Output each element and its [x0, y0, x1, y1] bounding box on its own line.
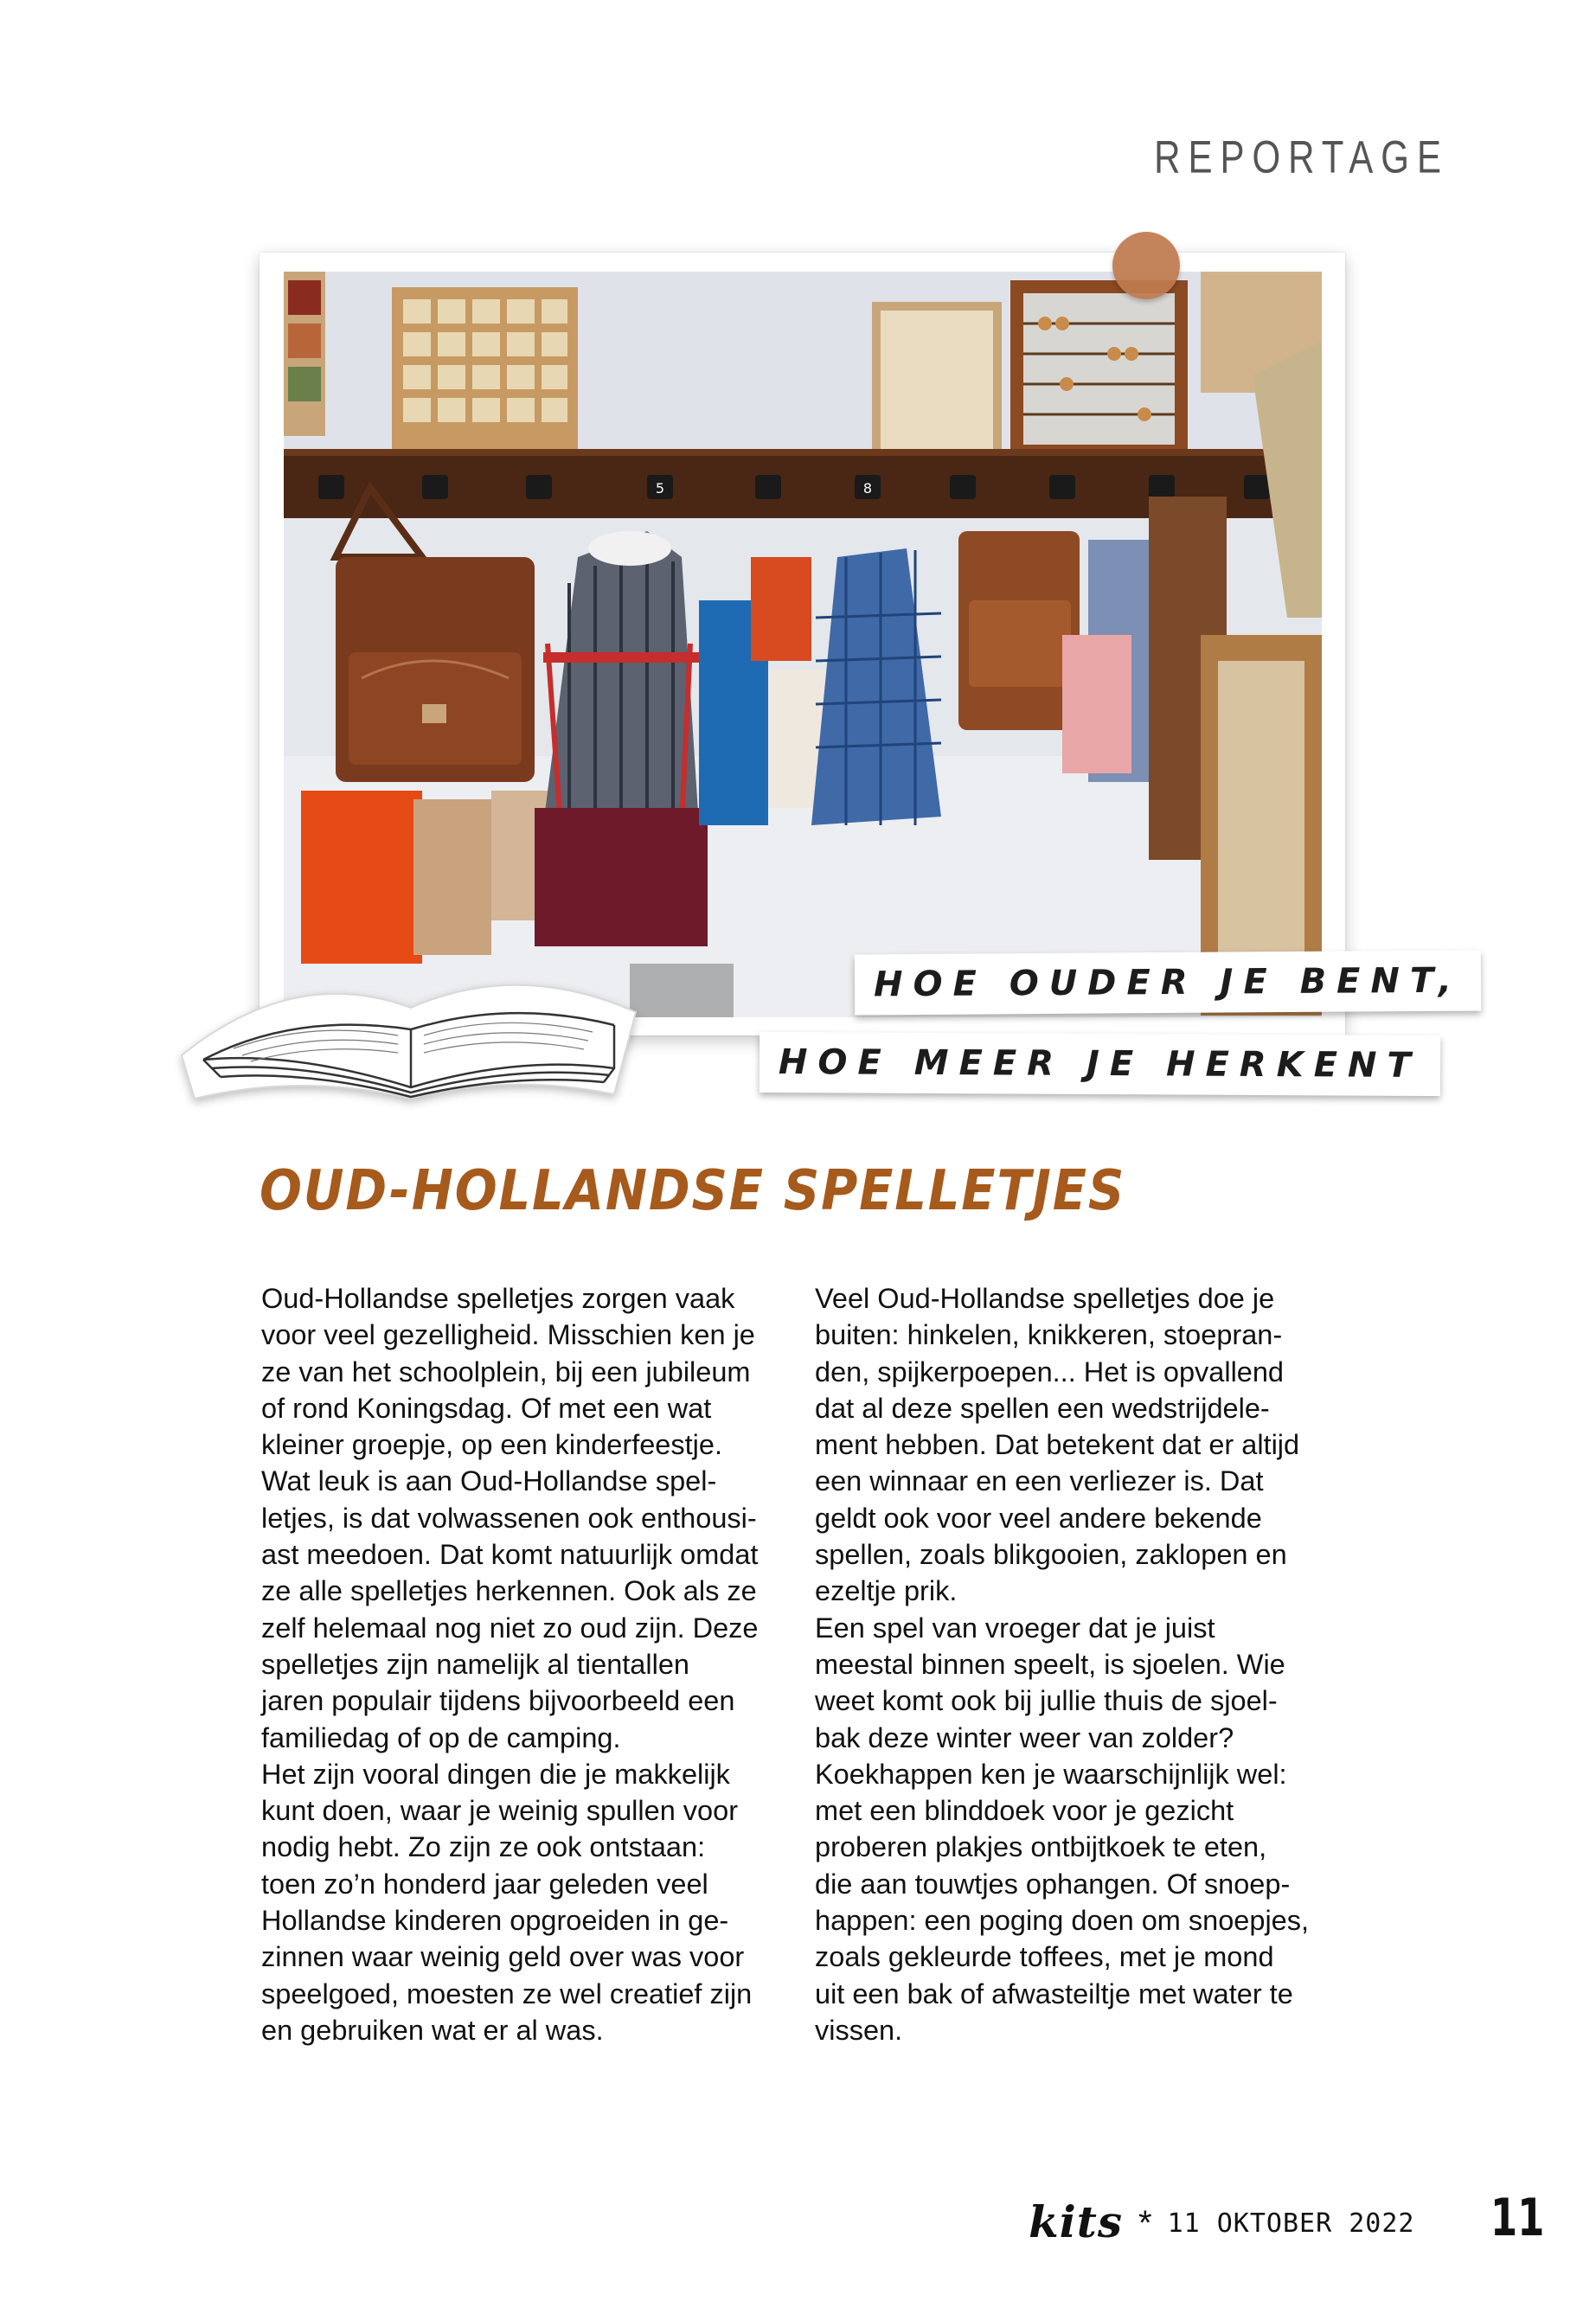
page-footer	[1029, 2188, 1544, 2248]
text-line: proberen plakjes ontbijtkoek te eten,	[815, 1831, 1267, 1863]
separator-star: *	[1138, 2204, 1152, 2242]
text-line: die aan touwtjes ophangen. Of snoep-	[815, 1868, 1291, 1900]
text-line: zinnen waar weinig geld over was voor	[261, 1941, 745, 1973]
text-line: familiedag of op de camping.	[261, 1721, 621, 1753]
article-right-column	[815, 1280, 1351, 2048]
page-number: 11	[1490, 2188, 1544, 2248]
text-line: zoals gekleurde toffees, met je mond	[815, 1941, 1274, 1973]
article-left-column	[261, 1280, 798, 2048]
text-line: meestal binnen speelt, is sjoelen. Wie	[815, 1648, 1285, 1680]
coat-rack-illustration	[284, 272, 1322, 1017]
text-line: Hollandse kinderen opgroeiden in ge-	[261, 1905, 729, 1937]
text-line: Wat leuk is aan Oud-Hollandse spel-	[261, 1465, 717, 1497]
issue-date: 11 OKTOBER 2022	[1167, 2208, 1415, 2239]
hook-number: 8	[862, 480, 873, 497]
text-line: vissen.	[815, 2014, 903, 2046]
text-line: ze van het schoolplein, bij een jubileum	[261, 1356, 751, 1388]
pin-decoration	[1112, 232, 1180, 299]
text-line: kleiner groepje, op een kinderfeestje.	[261, 1429, 722, 1461]
text-line: Oud-Hollandse spelletjes zorgen vaak	[261, 1283, 735, 1314]
text-line: spelletjes zijn namelijk al tientallen	[261, 1648, 689, 1680]
section-label: REPORTAGE	[1154, 131, 1449, 183]
text-line: kunt doen, waar je weinig spullen voor	[261, 1795, 739, 1827]
text-line: geldt ook voor veel andere bekende	[815, 1502, 1262, 1534]
text-line: ment hebben. Dat betekent dat er altijd	[815, 1429, 1300, 1461]
photo	[284, 272, 1322, 1017]
open-book-sticker	[164, 930, 649, 1112]
photo-caption-line-1: HOE OUDER JE BENT,	[855, 950, 1481, 1015]
text-line: ze alle spelletjes herkennen. Ook als ze	[261, 1575, 757, 1607]
text-line: spellen, zoals blikgooien, zaklopen en	[815, 1539, 1287, 1571]
text-line: met een blinddoek voor je gezicht	[815, 1795, 1234, 1827]
text-line: of rond Koningsdag. Of met een wat	[261, 1392, 712, 1424]
text-line: Een spel van vroeger dat je juist	[815, 1612, 1215, 1644]
text-line: bak deze winter weer van zolder?	[815, 1721, 1234, 1753]
text-line: buiten: hinkelen, knikkeren, stoepran-	[815, 1319, 1283, 1351]
text-line: den, spijkerpoepen... Het is opvallend	[815, 1356, 1285, 1388]
text-line: en gebruiken wat er al was.	[261, 2014, 604, 2046]
photo-frame	[260, 253, 1345, 1035]
text-line: uit een bak of afwasteiltje met water te	[815, 1977, 1293, 2009]
text-line: toen zo’n honderd jaar geleden veel	[261, 1868, 708, 1900]
text-line: letjes, is dat volwassenen ook enthousi-	[261, 1502, 757, 1534]
text-line: ezeltje prik.	[815, 1575, 958, 1607]
magazine-brand: kits	[1029, 2196, 1123, 2247]
photo-caption-line-2: HOE MEER JE HERKENT	[760, 1032, 1440, 1096]
hook-number: 5	[655, 480, 665, 497]
text-line: weet komt ook bij jullie thuis de sjoel-	[815, 1685, 1278, 1717]
text-line: zelf helemaal nog niet zo oud zijn. Deze	[261, 1612, 759, 1644]
text-line: Koekhappen ken je waarschijnlijk wel:	[815, 1758, 1287, 1790]
text-line: een winnaar en een verliezer is. Dat	[815, 1465, 1264, 1497]
text-line: ast meedoen. Dat komt natuurlijk omdat	[261, 1539, 759, 1571]
text-line: Veel Oud-Hollandse spelletjes doe je	[815, 1283, 1275, 1314]
text-line: dat al deze spellen een wedstrijdele-	[815, 1392, 1270, 1424]
text-line: happen: een poging doen om snoepjes,	[815, 1905, 1310, 1937]
article-headline: OUD-HOLLANDSE SPELLETJES	[260, 1159, 1126, 1223]
text-line: speelgoed, moesten ze wel creatief zijn	[261, 1977, 753, 2009]
text-line: Het zijn vooral dingen die je makkelijk	[261, 1758, 730, 1790]
text-line: jaren populair tijdens bijvoorbeeld een	[261, 1685, 735, 1717]
text-line: nodig hebt. Zo zijn ze ook ontstaan:	[261, 1831, 706, 1863]
text-line: voor veel gezelligheid. Misschien ken je	[261, 1319, 755, 1351]
